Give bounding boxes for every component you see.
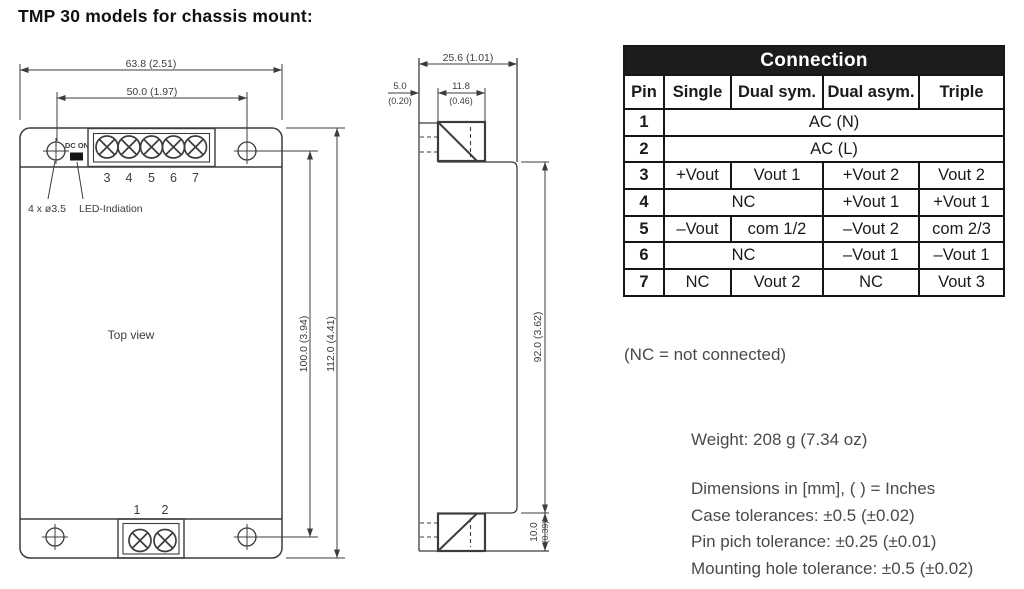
dim-flange-mm: 5.0	[393, 81, 407, 92]
note-mounting-hole-tolerance: Mounting hole tolerance: ±0.5 (±0.02)	[691, 558, 974, 578]
dim-overall-width: 63.8 (2.51)	[125, 58, 177, 70]
mounting-holes	[42, 138, 260, 550]
pin-number-label: 7	[192, 171, 199, 185]
led-indication-label: LED-Indiation	[79, 203, 143, 215]
terminal-pin-numbers-bottom	[134, 503, 169, 517]
connection-cell: AC (L)	[664, 136, 1004, 163]
table-header-row	[624, 75, 1004, 109]
table-title: Connection	[624, 46, 1004, 75]
side-terminal-block-top	[438, 122, 485, 161]
connection-cell: com 2/3	[919, 216, 1004, 243]
connection-cell: –Vout 2	[823, 216, 919, 243]
connection-cell: Vout 2	[731, 269, 823, 296]
screw-terminal	[154, 530, 176, 552]
table-row	[624, 189, 1004, 216]
screw-terminals-bottom	[129, 530, 176, 552]
top-view-label: Top view	[107, 328, 155, 342]
case-body-profile	[438, 162, 517, 513]
screw-terminal	[185, 136, 207, 158]
connection-cell: –Vout	[664, 216, 731, 243]
screw-terminal	[129, 530, 151, 552]
led-indicator	[70, 153, 83, 161]
dim-hole-pitch-height: 100.0 (3.94)	[298, 315, 310, 373]
connection-table	[623, 45, 1005, 297]
note-case-tolerance: Case tolerances: ±0.5 (±0.02)	[691, 505, 915, 525]
pin-cell: 5	[624, 216, 664, 243]
pin-cell: 7	[624, 269, 664, 296]
table-title-row	[624, 46, 1004, 75]
screw-terminal	[118, 136, 140, 158]
weight-note: Weight: 208 g (7.34 oz)	[691, 430, 868, 449]
connection-cell: NC	[664, 242, 823, 269]
connection-cell: +Vout 2	[823, 162, 919, 189]
column-header-dual-asym: Dual asym.	[823, 75, 919, 109]
table-row	[624, 109, 1004, 136]
hidden-edges	[420, 127, 471, 547]
mounting-hole	[234, 138, 260, 164]
pin-cell: 6	[624, 242, 664, 269]
pin-cell: 3	[624, 162, 664, 189]
dc-on-label: DC ON	[64, 141, 90, 150]
column-header-triple: Triple	[919, 75, 1004, 109]
connection-cell: +Vout	[664, 162, 731, 189]
dim-overall-depth: 25.6 (1.01)	[442, 52, 494, 64]
column-header-dual-sym: Dual sym.	[731, 75, 823, 109]
connection-cell: NC	[664, 189, 823, 216]
pin-number-label: 1	[133, 503, 141, 517]
column-header-single: Single	[664, 75, 731, 109]
pin-number-label: 5	[148, 171, 155, 185]
connection-cell: –Vout 1	[919, 242, 1004, 269]
connection-cell: Vout 2	[919, 162, 1004, 189]
mounting-hole	[234, 524, 260, 550]
screw-terminal	[141, 136, 163, 158]
dim-hole-pitch-width: 50.0 (1.97)	[126, 86, 178, 98]
dim-terminal-height-mm: 10.0	[529, 522, 540, 542]
column-header-pin: Pin	[624, 75, 664, 109]
dim-flange-in: (0.20)	[388, 96, 412, 106]
dim-terminal-height-in: (0.39)	[540, 520, 550, 544]
note-pin-pitch-tolerance: Pin pich tolerance: ±0.25 (±0.01)	[691, 532, 937, 551]
terminal-pin-numbers-top	[104, 171, 200, 185]
tolerance-notes	[691, 476, 973, 582]
mounting-hole	[42, 524, 68, 550]
table-row	[624, 136, 1004, 163]
table-row	[624, 162, 1004, 189]
pin-cell: 2	[624, 136, 664, 163]
dim-overall-height: 112.0 (4.41)	[325, 316, 337, 372]
connection-cell: +Vout 1	[823, 189, 919, 216]
connection-cell: com 1/2	[731, 216, 823, 243]
nc-note: (NC = not connected)	[624, 345, 787, 364]
dim-terminal-depth-in: (0.46)	[449, 96, 473, 106]
connection-cell: NC	[823, 269, 919, 296]
table-row	[624, 216, 1004, 243]
table-row	[624, 269, 1004, 296]
pin-number-label: 2	[161, 503, 169, 517]
pin-number-label: 6	[170, 171, 177, 185]
pin-number-label: 4	[125, 171, 133, 185]
mounting-hole-size-label: 4 x ø3.5	[28, 203, 66, 215]
dimension-lines-top-view	[20, 64, 345, 558]
connection-cell: Vout 1	[731, 162, 823, 189]
connection-cell: +Vout 1	[919, 189, 1004, 216]
pin-cell: 1	[624, 109, 664, 136]
screw-terminal	[163, 136, 185, 158]
dim-terminal-depth-mm: 11.8	[452, 81, 470, 92]
page-title: TMP 30 models for chassis mount:	[18, 6, 313, 26]
case-outline	[20, 128, 282, 558]
dimension-lines-side-view	[388, 64, 549, 551]
screw-terminal	[96, 136, 118, 158]
dim-body-height: 92.0 (3.62)	[532, 311, 544, 363]
connection-cell: –Vout 1	[823, 242, 919, 269]
connection-cell: Vout 3	[919, 269, 1004, 296]
pin-number-label: 3	[103, 171, 111, 185]
note-dimensions-units: Dimensions in [mm], ( ) = Inches	[691, 479, 936, 498]
pin-cell: 4	[624, 189, 664, 216]
side-terminal-block-bottom	[438, 514, 485, 552]
connection-cell: NC	[664, 269, 731, 296]
screw-terminals-top	[96, 136, 207, 158]
table-row	[624, 242, 1004, 269]
connection-cell: AC (N)	[664, 109, 1004, 136]
top-view-outline	[20, 128, 282, 558]
